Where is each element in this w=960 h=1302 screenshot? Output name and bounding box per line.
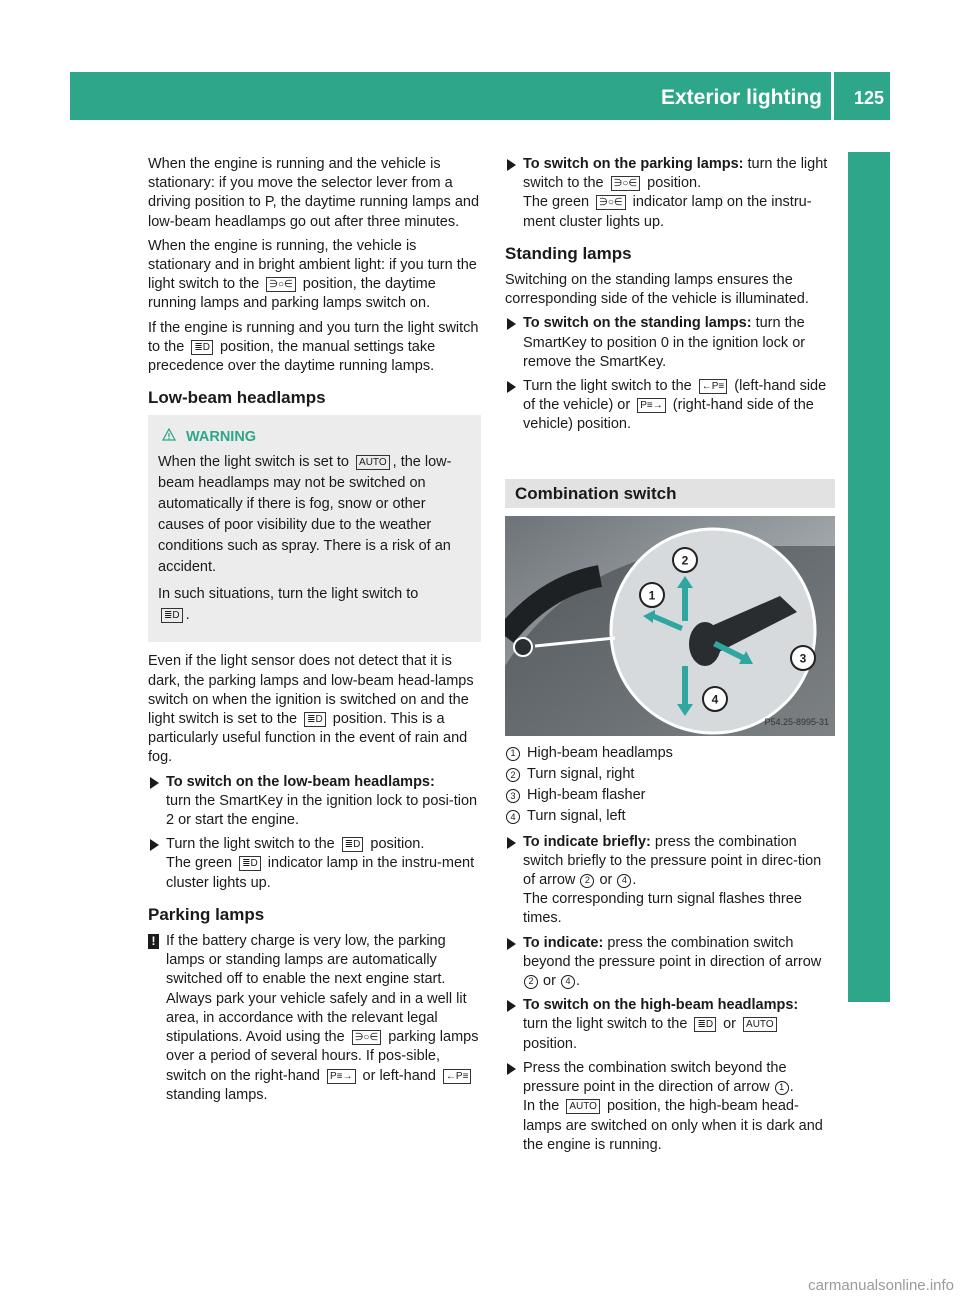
instruction-standing-lamps: To switch on the standing lamps: turn the SmartKey to position 0 in the ignition lock or remove the SmartKey. <box>505 314 835 372</box>
combination-switch-heading: Combination switch <box>505 479 835 508</box>
low-beam-indicator-icon: ≣D <box>239 856 261 871</box>
instruction-high-beam: To switch on the high-beam headlamps: turn the light switch to the ≣D or AUTO position. <box>505 996 835 1054</box>
standing-lamp-left-icon: ←P≡ <box>699 379 728 394</box>
battery-note: ! If the battery charge is very low, the parking lamps or standing lamps are automatically switched off to enable the next engine start. Always park your vehicle safely and in a well lit area, in accordance with the relevant legal stipulations. Avoid using the ∋○∈ parking lamps over a period of several hours. If pos-sible, switch on the right-hand P≡→ or left-hand ←P≡ standing lamps. <box>148 932 481 1105</box>
parking-indicator-icon: ∋○∈ <box>596 195 625 210</box>
watermark: carmanualsonline.info <box>808 1277 954 1294</box>
instruction-standing-side: Turn the light switch to the ←P≡ (left-hand side of the vehicle) or P≡→ (right-hand side of the vehicle) position. <box>505 377 835 435</box>
paragraph-selector-lever: When the engine is running and the vehicle is stationary: if you move the selector lever from a driving position to P, the daytime running lamps and low-beam headlamps go out after three minutes. <box>148 156 480 230</box>
instruction-press-switch: Press the combination switch beyond the pressure point in the direction of arrow 1 . In the AUTO position, the high-beam head-lamps are switched on only when it is dark and the engine is running. <box>505 1059 835 1155</box>
legend-item: 2 Turn signal, right <box>505 765 835 784</box>
legend-item: 1 High-beam headlamps <box>505 744 835 763</box>
header-separator <box>831 72 834 120</box>
image-code: P54.25-8995-31 <box>764 716 829 727</box>
low-beam-icon: ≣D <box>161 608 183 623</box>
combination-switch-photo <box>505 516 835 736</box>
paragraph-ambient-light: When the engine is running, the vehicle is stationary and in bright ambient light: if you turn the light switch to the ∋○∈ position, the daytime running lamps and parking lamps switch on. <box>148 237 477 312</box>
parking-lamp-icon: ∋○∈ <box>352 1030 381 1045</box>
paragraph-manual-settings: If the engine is running and you turn the light switch to the ≣D position, the manual settings take precedence over the daytime running lamps. <box>148 319 479 375</box>
instruction-indicate-briefly: To indicate briefly: press the combination switch briefly to the pressure point in direc-tion of arrow 2 or 4 . The corresponding turn signal flashes three times. <box>505 833 835 929</box>
svg-text:2: 2 <box>681 553 689 568</box>
page-header <box>70 72 890 120</box>
page-number: 125 <box>853 88 884 108</box>
legend-item: 4 Turn signal, left <box>505 807 835 826</box>
instruction-indicate: To indicate: press the combination switch beyond the pressure point in direction of arrow 2 or 4 . <box>505 934 835 992</box>
right-column <box>505 155 835 1160</box>
warning-box <box>148 415 481 642</box>
instruction-parking-lamps: To switch on the parking lamps: turn the light switch to the ∋○∈ position. The green ∋○∈ indicator lamp on the instru-ment cluster lights up. <box>505 155 835 232</box>
warning-title: WARNING <box>158 427 471 448</box>
warning-instruction: In such situations, turn the light switch to ≣D . <box>158 586 419 624</box>
low-beam-icon: ≣D <box>342 837 364 852</box>
instruction-turn-switch: Turn the light switch to the ≣D position. The green ≣D indicator lamp in the instru-ment cluster lights up. <box>148 835 481 893</box>
svg-text:1: 1 <box>648 588 656 603</box>
legend-item: 3 High-beam flasher <box>505 786 835 805</box>
svg-text:3: 3 <box>799 651 807 666</box>
svg-text:4: 4 <box>711 692 719 707</box>
auto-icon: AUTO <box>566 1099 600 1114</box>
paragraph-light-sensor: Even if the light sensor does not detect that it is dark, the parking lamps and low-beam head-lamps switch on when the ignition is switched on and the light switch is set to the ≣D position. This is a particularly useful function in the event of rain and fog. <box>148 653 474 766</box>
standing-lamp-right-icon: P≡→ <box>637 398 666 413</box>
standing-lamp-right-icon: P≡→ <box>327 1069 356 1084</box>
auto-icon: AUTO <box>743 1017 777 1032</box>
parking-lamp-icon: ∋○∈ <box>266 277 295 292</box>
header-title: Exterior lighting <box>660 86 822 109</box>
section-side-label: Lights and windshield wipers <box>856 387 879 680</box>
auto-icon: AUTO <box>356 455 390 470</box>
parking-lamp-icon: ∋○∈ <box>611 176 640 191</box>
standing-heading: Standing lamps <box>505 243 632 263</box>
left-column <box>148 155 481 1105</box>
instruction-lowbeam-on: To switch on the low-beam headlamps: turn the SmartKey in the ignition lock to posi-tion 2 or start the engine. <box>148 773 481 831</box>
parking-heading: Parking lamps <box>148 904 265 924</box>
low-beam-icon: ≣D <box>191 340 213 355</box>
standing-intro: Switching on the standing lamps ensures the corresponding side of the vehicle is illuminated. <box>505 272 809 308</box>
low-beam-icon: ≣D <box>304 712 326 727</box>
lowbeam-heading: Low-beam headlamps <box>148 388 326 408</box>
low-beam-icon: ≣D <box>694 1017 716 1032</box>
exclamation-icon: ! <box>148 934 159 949</box>
warning-text: When the light switch is set to AUTO , the low-beam headlamps may not be switched on automatically if there is fog, snow or other causes of poor visibility due to the weather conditions such as spray. There is a risk of an accident. <box>158 454 452 576</box>
warning-triangle-icon <box>162 427 176 448</box>
standing-lamp-left-icon: ←P≡ <box>443 1069 472 1084</box>
